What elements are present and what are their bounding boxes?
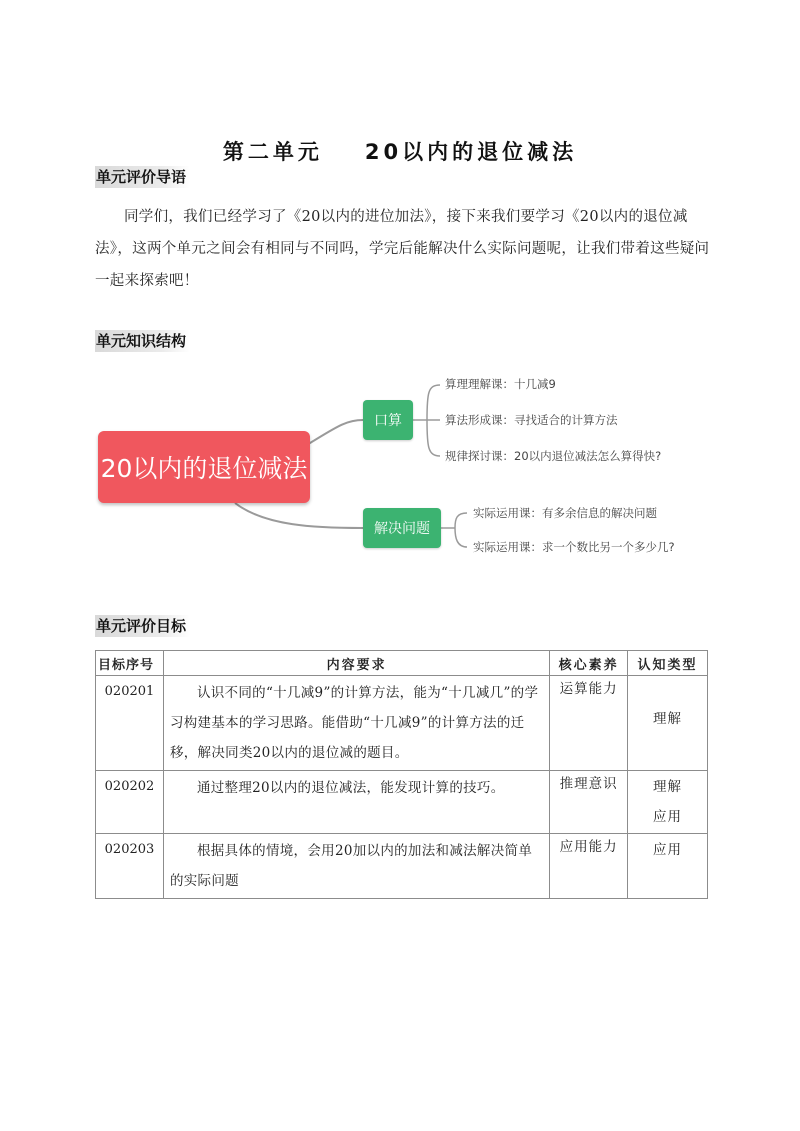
connector-jiejue-bracket — [455, 513, 467, 547]
column-header-code: 目标序号 — [96, 651, 164, 676]
section-guide-heading: 单元评价导语 — [95, 166, 190, 188]
goal-skill: 运算能力 — [550, 676, 628, 771]
goal-cognition-item: 理解 — [653, 779, 683, 795]
goal-cognition — [628, 771, 708, 834]
goal-content-text: 通过整理20以内的退位减法，能发现计算的技巧。 — [196, 780, 505, 796]
goal-skill: 应用能力 — [550, 834, 628, 899]
mindmap-leaf: 实际运用课：求一个数比另一个多少几? — [473, 540, 675, 554]
table-row — [96, 834, 708, 899]
goal-content — [163, 834, 549, 899]
goals-table — [95, 650, 708, 899]
unit-number: 第二单元 — [222, 140, 323, 164]
page-title — [0, 136, 800, 166]
goal-cognition-item: 理解 — [653, 711, 683, 727]
connector-root-to-kousuan — [305, 420, 363, 446]
section-structure-heading: 单元知识结构 — [95, 330, 190, 352]
goal-cognition — [628, 676, 708, 771]
goal-content-text: 认识不同的“十几减9”的计算方法，能为“十几减几”的学习构建基本的学习思路。能借助“十几减9”的计算方法的迁移，解决同类20以内的退位减的题目。 — [169, 685, 539, 761]
goal-code: 020203 — [96, 834, 164, 899]
goal-code: 020201 — [96, 676, 164, 771]
goal-cognition-item: 应用 — [653, 842, 683, 858]
goal-content — [163, 771, 549, 834]
mindmap-branch-kousuan: 口算 — [363, 400, 413, 440]
connector-root-to-jiejue — [235, 503, 363, 528]
table-header-row — [96, 651, 708, 676]
mindmap-root: 20以内的退位减法 — [98, 431, 310, 503]
goal-skill: 推理意识 — [550, 771, 628, 834]
goal-cognition — [628, 834, 708, 899]
column-header-content: 内容要求 — [163, 651, 549, 676]
mindmap-leaf: 规律探讨课：20以内退位减法怎么算得快? — [445, 449, 662, 463]
goal-content — [163, 676, 549, 771]
table-row — [96, 771, 708, 834]
mindmap-leaf: 算法形成课：寻找适合的计算方法 — [445, 413, 618, 427]
mindmap-leaf: 实际运用课：有多余信息的解决问题 — [473, 506, 657, 520]
goal-cognition-item: 应用 — [653, 809, 683, 825]
column-header-cognition: 认知类型 — [628, 651, 708, 676]
unit-topic: 20以内的退位减法 — [364, 140, 578, 164]
goal-code: 020202 — [96, 771, 164, 834]
mindmap-leaf: 算理理解课：十几减9 — [445, 377, 556, 391]
mindmap-branch-jiejue: 解决问题 — [363, 508, 441, 548]
intro-paragraph: 同学们，我们已经学习了《20以内的进位加法》，接下来我们要学习《20以内的退位减法》，这两个单元之间会有相同与不同吗，学完后能解决什么实际问题呢，让我们带着这些疑问一起来探索吧！ — [95, 209, 710, 289]
table-row — [96, 676, 708, 771]
goal-content-text: 根据具体的情境，会用20加以内的加法和减法解决简单的实际问题 — [169, 843, 533, 889]
section-goals-heading: 单元评价目标 — [95, 615, 190, 637]
column-header-skill: 核心素养 — [550, 651, 628, 676]
knowledge-mindmap — [95, 368, 715, 568]
